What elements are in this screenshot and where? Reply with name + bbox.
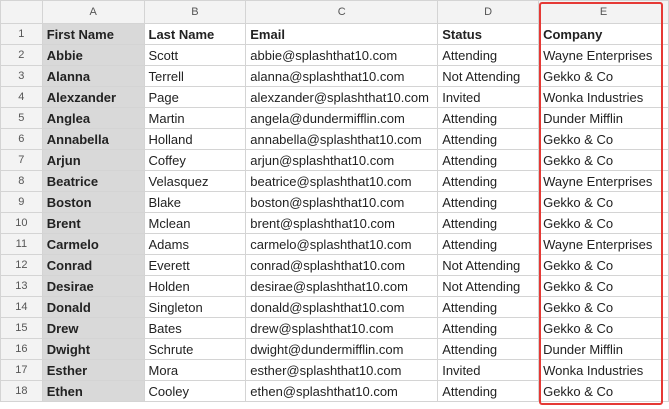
cell-first-name[interactable]: Donald (42, 297, 144, 318)
cell-first-name[interactable]: Abbie (42, 45, 144, 66)
column-header-row (1, 1, 669, 24)
table-row (1, 87, 669, 108)
cell-company[interactable]: Dunder Mifflin (539, 339, 669, 360)
cell-email[interactable]: carmelo@splashthat10.com (246, 234, 438, 255)
cell-email[interactable]: beatrice@splashthat10.com (246, 171, 438, 192)
cell-first-name[interactable]: Esther (42, 360, 144, 381)
cell-company[interactable]: Wonka Industries (539, 360, 669, 381)
cell-company[interactable]: Wayne Enterprises (539, 171, 669, 192)
row-header[interactable]: 8 (1, 171, 43, 192)
select-all-corner[interactable] (1, 1, 43, 24)
cell-last-name-header[interactable]: Last Name (144, 24, 246, 45)
cell-status[interactable]: Attending (438, 297, 539, 318)
cell-last-name[interactable]: Scott (144, 45, 246, 66)
cell-first-name[interactable]: Dwight (42, 339, 144, 360)
cell-first-name[interactable]: Arjun (42, 150, 144, 171)
cell-email[interactable]: dwight@dundermifflin.com (246, 339, 438, 360)
cell-first-name[interactable]: Ethen (42, 381, 144, 402)
cell-status-header[interactable]: Status (438, 24, 539, 45)
cell-last-name[interactable]: Bates (144, 318, 246, 339)
cell-last-name[interactable]: Mclean (144, 213, 246, 234)
cell-email[interactable]: esther@splashthat10.com (246, 360, 438, 381)
cell-company[interactable]: Gekko & Co (539, 66, 669, 87)
cell-first-name[interactable]: Conrad (42, 255, 144, 276)
column-header-c[interactable]: C (246, 1, 438, 24)
row-header[interactable]: 2 (1, 45, 43, 66)
column-header-a[interactable]: A (42, 1, 144, 24)
table-row (1, 234, 669, 255)
cell-first-name[interactable]: Alexzander (42, 87, 144, 108)
cell-status[interactable]: Invited (438, 87, 539, 108)
cell-email[interactable]: alexzander@splashthat10.com (246, 87, 438, 108)
table-row (1, 150, 669, 171)
cell-first-name[interactable]: Desirae (42, 276, 144, 297)
cell-first-name[interactable]: Boston (42, 192, 144, 213)
row-header[interactable]: 15 (1, 318, 43, 339)
row-header[interactable]: 10 (1, 213, 43, 234)
cell-status[interactable]: Attending (438, 213, 539, 234)
cell-last-name[interactable]: Blake (144, 192, 246, 213)
row-header[interactable]: 14 (1, 297, 43, 318)
table-row (1, 171, 669, 192)
table-row (1, 129, 669, 150)
cell-company[interactable]: Wayne Enterprises (539, 234, 669, 255)
cell-first-name[interactable]: Carmelo (42, 234, 144, 255)
cell-last-name[interactable]: Page (144, 87, 246, 108)
cell-status[interactable]: Attending (438, 381, 539, 402)
cell-first-name[interactable]: Drew (42, 318, 144, 339)
cell-last-name[interactable]: Mora (144, 360, 246, 381)
cell-status[interactable]: Attending (438, 192, 539, 213)
cell-email[interactable]: brent@splashthat10.com (246, 213, 438, 234)
table-row (1, 360, 669, 381)
row-header[interactable]: 4 (1, 87, 43, 108)
cell-last-name[interactable]: Terrell (144, 66, 246, 87)
cell-company[interactable]: Gekko & Co (539, 381, 669, 402)
row-header[interactable]: 7 (1, 150, 43, 171)
cell-company[interactable]: Gekko & Co (539, 213, 669, 234)
row-header[interactable]: 13 (1, 276, 43, 297)
cell-status[interactable]: Attending (438, 234, 539, 255)
cell-status[interactable]: Attending (438, 171, 539, 192)
row-header[interactable]: 18 (1, 381, 43, 402)
cell-status[interactable]: Attending (438, 318, 539, 339)
cell-status[interactable]: Attending (438, 339, 539, 360)
cell-email[interactable]: desirae@splashthat10.com (246, 276, 438, 297)
column-header-e[interactable]: E (539, 1, 669, 24)
cell-first-name-header[interactable]: First Name (42, 24, 144, 45)
table-row (1, 276, 669, 297)
row-header[interactable]: 16 (1, 339, 43, 360)
cell-email[interactable]: ethen@splashthat10.com (246, 381, 438, 402)
table-row (1, 255, 669, 276)
table-row (1, 213, 669, 234)
cell-company[interactable]: Gekko & Co (539, 129, 669, 150)
cell-last-name[interactable]: Holden (144, 276, 246, 297)
cell-company[interactable]: Gekko & Co (539, 150, 669, 171)
cell-email[interactable]: abbie@splashthat10.com (246, 45, 438, 66)
row-header[interactable]: 11 (1, 234, 43, 255)
cell-company[interactable]: Gekko & Co (539, 192, 669, 213)
cell-email[interactable]: angela@dundermifflin.com (246, 108, 438, 129)
row-header[interactable]: 17 (1, 360, 43, 381)
cell-status[interactable]: Attending (438, 150, 539, 171)
row-header[interactable]: 1 (1, 24, 43, 45)
cell-email[interactable]: conrad@splashthat10.com (246, 255, 438, 276)
cell-status[interactable]: Attending (438, 45, 539, 66)
cell-email[interactable]: arjun@splashthat10.com (246, 150, 438, 171)
cell-company[interactable]: Gekko & Co (539, 276, 669, 297)
row-header[interactable]: 12 (1, 255, 43, 276)
header-data-row (1, 24, 669, 45)
row-header[interactable]: 9 (1, 192, 43, 213)
cell-status[interactable]: Attending (438, 108, 539, 129)
cell-company-header[interactable]: Company (539, 24, 669, 45)
table-row (1, 297, 669, 318)
cell-last-name[interactable]: Adams (144, 234, 246, 255)
cell-company[interactable]: Wayne Enterprises (539, 45, 669, 66)
cell-first-name[interactable]: Annabella (42, 129, 144, 150)
cell-email[interactable]: donald@splashthat10.com (246, 297, 438, 318)
cell-last-name[interactable]: Cooley (144, 381, 246, 402)
cell-first-name[interactable]: Brent (42, 213, 144, 234)
cell-last-name[interactable]: Singleton (144, 297, 246, 318)
table-row (1, 192, 669, 213)
cell-email[interactable]: alanna@splashthat10.com (246, 66, 438, 87)
cell-company[interactable]: Gekko & Co (539, 318, 669, 339)
cell-company[interactable]: Dunder Mifflin (539, 108, 669, 129)
cell-status[interactable]: Not Attending (438, 255, 539, 276)
cell-last-name[interactable]: Coffey (144, 150, 246, 171)
column-header-b[interactable]: B (144, 1, 246, 24)
table-row (1, 318, 669, 339)
cell-email[interactable]: drew@splashthat10.com (246, 318, 438, 339)
cell-last-name[interactable]: Holland (144, 129, 246, 150)
cell-email[interactable]: boston@splashthat10.com (246, 192, 438, 213)
column-header-d[interactable]: D (438, 1, 539, 24)
cell-first-name[interactable]: Anglea (42, 108, 144, 129)
table-row (1, 66, 669, 87)
cell-company[interactable]: Gekko & Co (539, 297, 669, 318)
cell-first-name[interactable]: Beatrice (42, 171, 144, 192)
row-header[interactable]: 6 (1, 129, 43, 150)
cell-last-name[interactable]: Velasquez (144, 171, 246, 192)
cell-last-name[interactable]: Martin (144, 108, 246, 129)
cell-status[interactable]: Invited (438, 360, 539, 381)
cell-first-name[interactable]: Alanna (42, 66, 144, 87)
cell-company[interactable]: Wonka Industries (539, 87, 669, 108)
cell-last-name[interactable]: Schrute (144, 339, 246, 360)
cell-email-header[interactable]: Email (246, 24, 438, 45)
cell-email[interactable]: annabella@splashthat10.com (246, 129, 438, 150)
cell-last-name[interactable]: Everett (144, 255, 246, 276)
table-row (1, 339, 669, 360)
cell-company[interactable]: Gekko & Co (539, 255, 669, 276)
row-header[interactable]: 3 (1, 66, 43, 87)
table-row (1, 381, 669, 402)
cell-status[interactable]: Not Attending (438, 66, 539, 87)
cell-status[interactable]: Not Attending (438, 276, 539, 297)
cell-status[interactable]: Attending (438, 129, 539, 150)
row-header[interactable]: 5 (1, 108, 43, 129)
table-row (1, 108, 669, 129)
table-row (1, 45, 669, 66)
